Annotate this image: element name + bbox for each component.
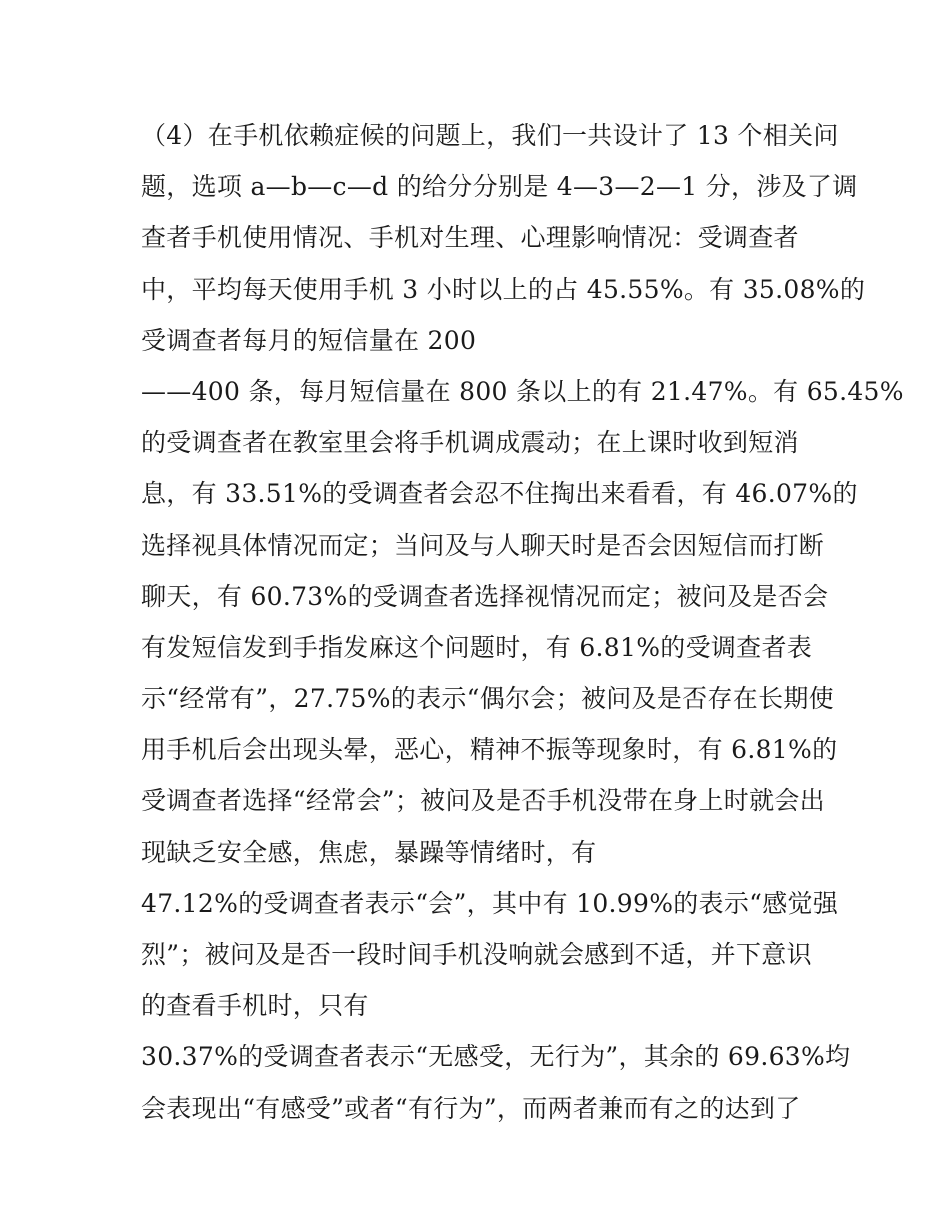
text-line: 用手机后会出现头晕，恶心，精神不振等现象时，有 6.81%的 <box>141 735 838 765</box>
text-line: 示“经常有”，27.75%的表示“偶尔会；被问及是否存在长期使 <box>141 684 834 714</box>
text-line: 有发短信发到手指发麻这个问题时，有 6.81%的受调查者表 <box>141 632 813 662</box>
text-line: 题，选项 a—b—c—d 的给分分别是 4—3—2—1 分，涉及了调 <box>141 172 858 202</box>
text-line: 47.12%的受调查者表示“会”，其中有 10.99%的表示“感觉强 <box>141 888 839 918</box>
text-line: 受调查者选择“经常会”；被问及是否手机没带在身上时就会出 <box>141 786 825 816</box>
text-line: 息，有 33.51%的受调查者会忍不住掏出来看看，有 46.07%的 <box>141 479 858 509</box>
text-line: 烈”；被问及是否一段时间手机没响就会感到不适，并下意识 <box>141 940 812 969</box>
text-line: 查者手机使用情况、手机对生理、心理影响情况：受调查者 <box>141 223 799 253</box>
text-line: 中，平均每天使用手机 3 小时以上的占 45.55%。有 35.08%的 <box>141 274 866 304</box>
text-line: ——400 条，每月短信量在 800 条以上的有 21.47%。有 65.45% <box>141 376 904 406</box>
text-line: （4）在手机依赖症候的问题上，我们一共设计了 13 个相关问 <box>141 121 839 150</box>
text-line: 30.37%的受调查者表示“无感受，无行为”，其余的 69.63%均 <box>141 1042 851 1072</box>
text-line: 的受调查者在教室里会将手机调成震动；在上课时收到短消 <box>141 428 799 458</box>
body-paragraph <box>141 110 904 1134</box>
text-line: 聊天，有 60.73%的受调查者选择视情况而定；被问及是否会 <box>141 581 829 611</box>
text-line: 会表现出“有感受”或者“有行为”，而两者兼而有之的达到了 <box>141 1093 801 1123</box>
text-line: 选择视具体情况而定；当问及与人聊天时是否会因短信而打断 <box>141 530 825 560</box>
text-line: 现缺乏安全感，焦虑，暴躁等情绪时，有 <box>141 837 597 867</box>
text-line: 受调查者每月的短信量在 200 <box>141 325 477 355</box>
text-line: 的查看手机时，只有 <box>141 991 369 1021</box>
